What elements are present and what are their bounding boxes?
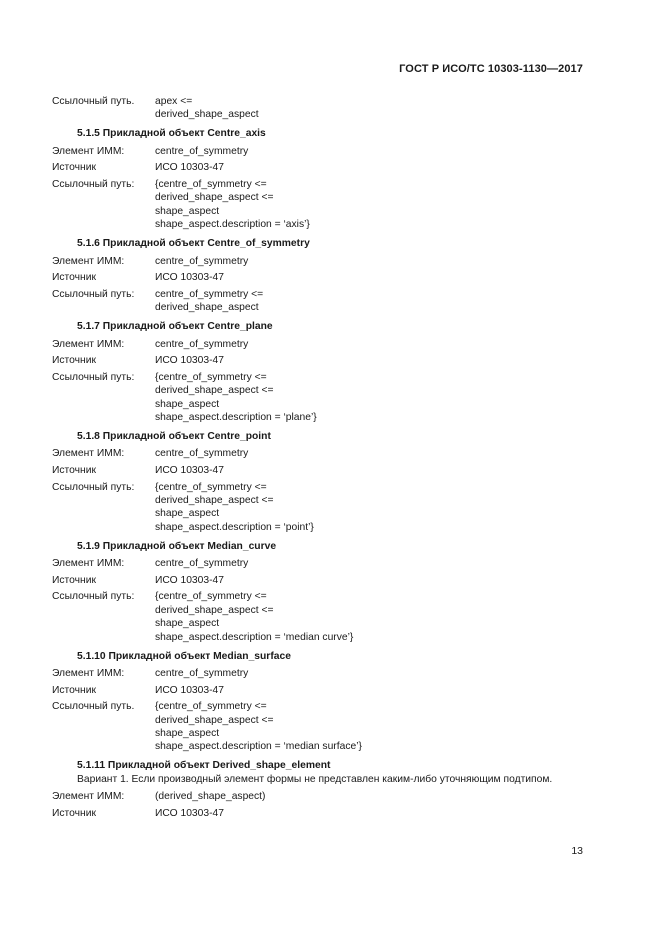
field-value: {centre_of_symmetry <= derived_shape_aspect <= shape_aspect shape_aspect.description = ‘point’} bbox=[155, 481, 314, 533]
mim-element-row bbox=[52, 447, 592, 460]
field-label: Источник bbox=[52, 162, 96, 174]
field-label: Элемент ИММ: bbox=[52, 558, 125, 570]
field-label: Источник bbox=[52, 807, 96, 819]
section-heading: 5.1.6 Прикладной объект Centre_of_symmetry bbox=[77, 238, 310, 250]
reference-path-row bbox=[52, 590, 592, 644]
field-label: Источник bbox=[52, 272, 96, 284]
field-value: ИСО 10303-47 bbox=[155, 465, 224, 477]
field-label: Источник bbox=[52, 684, 96, 696]
reference-path-row bbox=[52, 700, 592, 754]
field-value: {centre_of_symmetry <= derived_shape_aspect <= shape_aspect shape_aspect.description = ‘median curve’} bbox=[155, 591, 354, 643]
field-label: Элемент ИММ: bbox=[52, 448, 125, 460]
mim-element-row bbox=[52, 667, 592, 680]
source-row bbox=[52, 271, 592, 284]
mim-element-row bbox=[52, 790, 592, 803]
field-label: Ссылочный путь: bbox=[52, 591, 135, 603]
field-label: Элемент ИММ: bbox=[52, 255, 125, 267]
source-row bbox=[52, 464, 592, 477]
field-value: centre_of_symmetry bbox=[155, 255, 249, 267]
field-value: centre_of_symmetry <= derived_shape_aspect bbox=[155, 288, 264, 314]
reference-path-row bbox=[52, 371, 592, 425]
page-number: 13 bbox=[571, 845, 583, 857]
field-value: ИСО 10303-47 bbox=[155, 162, 224, 174]
mim-element-row bbox=[52, 338, 592, 351]
source-row bbox=[52, 807, 592, 820]
source-row bbox=[52, 574, 592, 587]
mim-element-row bbox=[52, 255, 592, 268]
field-label: Элемент ИММ: bbox=[52, 668, 125, 680]
field-value: ИСО 10303-47 bbox=[155, 574, 224, 586]
reference-path-row bbox=[52, 95, 592, 122]
field-label: Ссылочный путь. bbox=[52, 96, 135, 107]
field-value: centre_of_symmetry bbox=[155, 338, 249, 350]
field-label: Источник bbox=[52, 355, 96, 367]
field-value: ИСО 10303-47 bbox=[155, 272, 224, 284]
field-value: centre_of_symmetry bbox=[155, 145, 249, 157]
field-label: Ссылочный путь: bbox=[52, 371, 135, 383]
section-heading: 5.1.11 Прикладной объект Derived_shape_element bbox=[77, 760, 331, 772]
field-value: ИСО 10303-47 bbox=[155, 684, 224, 696]
field-label: Элемент ИММ: bbox=[52, 791, 125, 803]
field-value: {centre_of_symmetry <= derived_shape_aspect <= shape_aspect shape_aspect.description = ‘median surface’} bbox=[155, 701, 362, 753]
section-heading: 5.1.10 Прикладной объект Median_surface bbox=[77, 650, 291, 662]
field-value: (derived_shape_aspect) bbox=[155, 791, 266, 803]
section-heading: 5.1.5 Прикладной объект Centre_axis bbox=[77, 128, 266, 140]
section-heading: 5.1.7 Прикладной объект Centre_plane bbox=[77, 321, 273, 333]
section-heading: 5.1.8 Прикладной объект Centre_point bbox=[77, 431, 271, 443]
field-label: Элемент ИММ: bbox=[52, 145, 125, 157]
field-label: Элемент ИММ: bbox=[52, 338, 125, 350]
field-value: centre_of_symmetry bbox=[155, 558, 249, 570]
document-header: ГОСТ Р ИСО/ТС 10303-1130—2017 bbox=[399, 63, 583, 75]
field-label: Ссылочный путь: bbox=[52, 481, 135, 493]
source-row bbox=[52, 354, 592, 367]
field-label: Ссылочный путь. bbox=[52, 701, 135, 713]
field-label: Ссылочный путь: bbox=[52, 288, 135, 300]
reference-path-row bbox=[52, 481, 592, 535]
reference-path-row bbox=[52, 288, 592, 315]
field-value: {centre_of_symmetry <= derived_shape_aspect <= shape_aspect shape_aspect.description = ‘plane’} bbox=[155, 371, 317, 424]
mim-element-row bbox=[52, 557, 592, 570]
field-value: apex <= derived_shape_aspect bbox=[155, 96, 259, 121]
field-value: {centre_of_symmetry <= derived_shape_aspect <= shape_aspect shape_aspect.description = ‘axis’} bbox=[155, 179, 310, 231]
field-label: Ссылочный путь: bbox=[52, 179, 135, 190]
source-row bbox=[52, 161, 592, 174]
document-body bbox=[52, 95, 592, 823]
source-row bbox=[52, 684, 592, 697]
field-value: centre_of_symmetry bbox=[155, 448, 249, 460]
field-value: centre_of_symmetry bbox=[155, 668, 249, 680]
field-value: ИСО 10303-47 bbox=[155, 355, 224, 367]
field-label: Источник bbox=[52, 574, 96, 586]
variant-note: Вариант 1. Если производный элемент формы не представлен каким-либо уточняющим подтипом. bbox=[77, 773, 553, 785]
reference-path-row bbox=[52, 178, 592, 232]
field-value: ИСО 10303-47 bbox=[155, 807, 224, 819]
field-label: Источник bbox=[52, 465, 96, 477]
mim-element-row bbox=[52, 145, 592, 158]
section-heading: 5.1.9 Прикладной объект Median_curve bbox=[77, 540, 277, 552]
